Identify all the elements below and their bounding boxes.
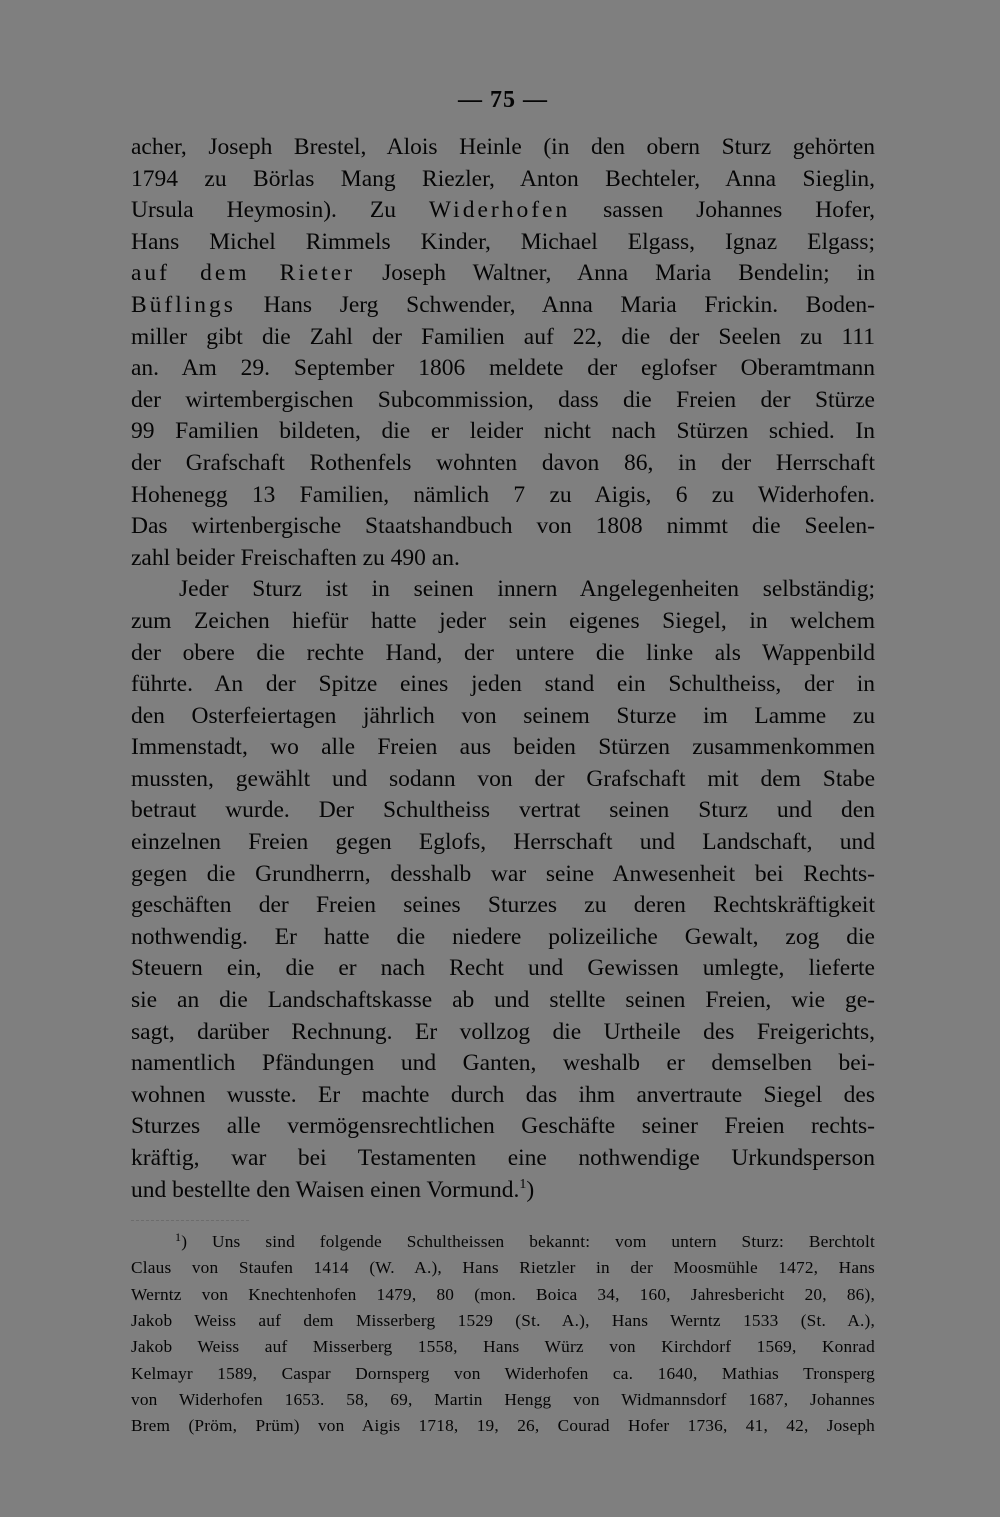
body-line: Hohenegg 13 Familien, nämlich 7 zu Aigis, 6 zu Widerhofen.: [131, 481, 875, 508]
body-line: der obere die rechte Hand, der untere die linke als Wappenbild: [131, 639, 875, 666]
body-line: sie an die Landschaftskasse ab und stellte seinen Freien, wie ge-: [131, 987, 875, 1014]
body-line: [131, 258, 875, 290]
body-text-span: Hans Jerg Schwender, Anna Maria Frickin. Boden-: [235, 291, 875, 318]
body-line: an. Am 29. September 1806 meldete der eglofser Oberamtmann: [131, 355, 875, 382]
footnote-line: Jakob Weiss auf dem Misserberg 1529 (St. A.), Hans Werntz 1533 (St. A.),: [131, 1311, 875, 1331]
spaced-place-name: Büflings: [131, 291, 236, 318]
body-line: Hans Michel Rimmels Kinder, Michael Elgass, Ignaz Elgass;: [131, 228, 875, 255]
body-line: nothwendig. Er hatte die niedere polizeiliche Gewalt, zog die: [131, 923, 875, 950]
body-line: sagt, darüber Rechnung. Er vollzog die Urtheile des Freigerichts,: [131, 1018, 875, 1045]
body-line: [131, 290, 875, 322]
footnote: [131, 1229, 875, 1439]
body-text: [131, 132, 875, 1206]
footnote-line: [131, 1229, 875, 1255]
footnote-reference: 1: [519, 1176, 527, 1192]
body-text-span: ): [526, 1176, 535, 1203]
footnote-text-span: ) Uns sind folgende Schultheissen bekannt: vom untern Sturz: Berchtolt: [181, 1232, 875, 1252]
footnote-separator: [131, 1220, 249, 1221]
body-line: [131, 195, 875, 227]
body-line: einzelnen Freien gegen Eglofs, Herrschaft und Landschaft, und: [131, 829, 875, 856]
footnote-mark: 1: [175, 1230, 182, 1245]
body-line: Das wirtenbergische Staatshandbuch von 1808 nimmt die Seelen-: [131, 513, 875, 540]
body-text-span: und bestellte den Waisen einen Vormund.: [131, 1176, 520, 1203]
footnote-line: Brem (Pröm, Prüm) von Aigis 1718, 19, 26, Courad Hofer 1736, 41, 42, Joseph: [131, 1416, 875, 1436]
body-line: Sturzes alle vermögensrechtlichen Geschäfte seiner Freien rechts-: [131, 1113, 875, 1140]
body-line: zum Zeichen hiefür hatte jeder sein eigenes Siegel, in welchem: [131, 607, 875, 634]
spaced-place-name: auf dem Rieter: [131, 260, 356, 287]
footnote-line: Kelmayr 1589, Caspar Dornsperg von Widerhofen ca. 1640, Mathias Tronsperg: [131, 1363, 875, 1383]
body-line: zahl beider Freischaften zu 490 an.: [131, 544, 460, 571]
spaced-place-name: Widerhofen: [428, 197, 571, 224]
footnote-line: Claus von Staufen 1414 (W. A.), Hans Rietzler in der Moosmühle 1472, Hans: [131, 1258, 875, 1278]
body-line: namentlich Pfändungen und Ganten, weshalb er demselben bei-: [131, 1050, 875, 1077]
footnote-line: Jakob Weiss auf Misserberg 1558, Hans Würz von Kirchdorf 1569, Konrad: [131, 1337, 875, 1357]
body-line: geschäften der Freien seines Sturzes zu deren Rechtskräftigkeit: [131, 892, 875, 919]
body-line: der Grafschaft Rothenfels wohnten davon 86, in der Herrschaft: [131, 449, 875, 476]
body-line: mussten, gewählt und sodann von der Grafschaft mit dem Stabe: [131, 765, 875, 792]
body-line: 1794 zu Börlas Mang Riezler, Anton Bechteler, Anna Sieglin,: [131, 165, 875, 192]
body-line: betraut wurde. Der Schultheiss vertrat seinen Sturz und den: [131, 797, 875, 824]
body-line: Steuern ein, die er nach Recht und Gewissen umlegte, lieferte: [131, 955, 875, 982]
body-line: kräftig, war bei Testamenten eine nothwendige Urkundsperson: [131, 1145, 875, 1171]
body-text-span: Joseph Waltner, Anna Maria Bendelin; in: [355, 260, 875, 287]
body-line: der wirtembergischen Subcommission, dass die Freien der Stürze: [131, 386, 875, 413]
body-line: Jeder Sturz ist in seinen innern Angelegenheiten selbständig;: [179, 576, 875, 603]
body-line: wohnen wusste. Er machte durch das ihm anvertraute Siegel des: [131, 1081, 875, 1108]
body-text-span: Ursula Heymosin). Zu: [131, 197, 429, 224]
page-number: — 75 —: [458, 87, 548, 113]
body-line: Immenstadt, wo alle Freien aus beiden Stürzen zusammenkommen: [131, 734, 875, 761]
body-line: den Osterfeiertagen jährlich von seinem Sturze im Lamme zu: [131, 702, 875, 729]
body-line: 99 Familien bildeten, die er leider nicht nach Stürzen schied. In: [131, 418, 875, 445]
body-line: miller gibt die Zahl der Familien auf 22, die der Seelen zu 111: [131, 323, 875, 350]
footnote-line: von Widerhofen 1653. 58, 69, Martin Hengg von Widmannsdorf 1687, Johannes: [131, 1389, 875, 1409]
body-line: [131, 1175, 875, 1207]
book-page: [131, 82, 875, 1440]
body-line: gegen die Grundherrn, desshalb war seine Anwesenheit bei Rechts-: [131, 860, 875, 887]
footnote-line: Werntz von Knechtenhofen 1479, 80 (mon. Boica 34, 160, Jahresbericht 20, 86),: [131, 1284, 875, 1304]
body-text-span: sassen Johannes Hofer,: [570, 197, 875, 224]
body-line: führte. An der Spitze eines jeden stand ein Schultheiss, der in: [131, 671, 875, 698]
body-line: acher, Joseph Brestel, Alois Heinle (in den obern Sturz gehörten: [131, 134, 875, 160]
